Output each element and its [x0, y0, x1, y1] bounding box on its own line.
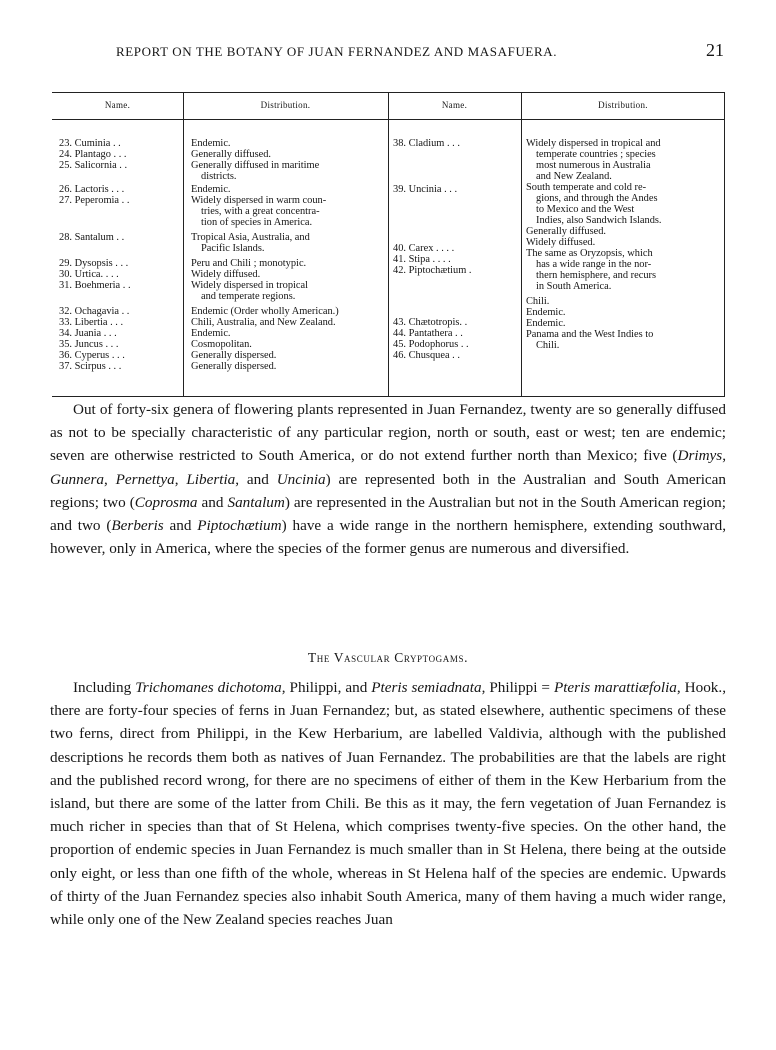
table-distribution-line: Pacific Islands.: [201, 243, 265, 254]
table-genus-name: 26. Lactoris . . .: [59, 184, 125, 195]
table-distribution-line: Chili, Australia, and New Zealand.: [191, 317, 336, 328]
table-distribution-line: Generally dispersed.: [191, 350, 277, 361]
table-distribution-line: in South America.: [536, 281, 612, 292]
table-distribution-line: Endemic.: [526, 307, 566, 318]
table-genus-name: 45. Podophorus . .: [393, 339, 469, 350]
table-distribution-line: Widely diffused.: [526, 237, 596, 248]
left-distribution-column: [191, 93, 387, 396]
table-distribution-line: to Mexico and the West: [536, 204, 635, 215]
table-distribution-line: Endemic (Order wholly American.): [191, 306, 339, 317]
table-genus-name: 23. Cuminia . .: [59, 138, 121, 149]
table-genus-name: 27. Peperomia . .: [59, 195, 130, 206]
column-divider: [724, 93, 725, 396]
table-distribution-line: Generally dispersed.: [191, 361, 277, 372]
table-genus-name: 41. Stipa . . . .: [393, 254, 451, 265]
section-heading-text: The Vascular Cryptogams.: [307, 650, 469, 665]
column-divider: [521, 93, 522, 396]
table-distribution-line: Endemic.: [191, 138, 231, 149]
table-genus-name: 46. Chusquea . .: [393, 350, 460, 361]
table-distribution-line: Panama and the West Indies to: [526, 329, 654, 340]
table-distribution-line: Widely diffused.: [191, 269, 261, 280]
table-distribution-line: Chili.: [536, 340, 560, 351]
section-heading: [0, 650, 776, 666]
paragraph-text: Out of forty-six genera of flowering plants represented in Juan Fernandez, twenty are so generally diffused as not to be specially characteristic of any particular region, north or south, east or west; ten are endemic; seven are otherwise restricted to South America, or do not extend further north than Mexico; five (Drimys, Gunnera, Pernettya, Libertia, and Uncinia) are represented both in the Australian and South American regions; two (Coprosma and Santalum) are represented in the Australian but not in the South American region; and two (Berberis and Piptochætium) have a wide range in the northern hemisphere, extending southward, however, only in America, where the species of the former genus are numerous and diversified.: [50, 401, 727, 558]
table-distribution-line: and temperate regions.: [201, 291, 296, 302]
table-distribution-line: has a wide range in the nor-: [536, 259, 652, 270]
genera-distribution-table: [52, 92, 725, 397]
table-genus-name: 40. Carex . . . .: [393, 243, 455, 254]
table-genus-name: 29. Dysopsis . . .: [59, 258, 129, 269]
table-distribution-line: districts.: [201, 171, 237, 182]
header-distribution-left: Distribution.: [260, 100, 311, 110]
table-distribution-line: Endemic.: [191, 328, 231, 339]
table-distribution-line: gions, and through the Andes: [536, 193, 658, 204]
header-name-left: Name.: [104, 100, 131, 110]
table-distribution-line: South temperate and cold re-: [526, 182, 647, 193]
right-names-column: [393, 93, 520, 396]
page-number: 21: [706, 40, 724, 60]
table-distribution-line: Chili.: [526, 296, 550, 307]
table-distribution-line: Peru and Chili ; monotypic.: [191, 258, 307, 269]
table-genus-name: 36. Cyperus . . .: [59, 350, 125, 361]
table-distribution-line: most numerous in Australia: [536, 160, 651, 171]
table-genus-name: 39. Uncinia . . .: [393, 184, 458, 195]
running-header: [56, 40, 724, 62]
table-distribution-line: Generally diffused.: [191, 149, 272, 160]
left-names-column: [59, 93, 183, 396]
table-genus-name: 33. Libertia . . .: [59, 317, 124, 328]
table-distribution-line: Widely dispersed in tropical and: [526, 138, 661, 149]
table-distribution-line: Tropical Asia, Australia, and: [191, 232, 310, 243]
table-distribution-line: Endemic.: [191, 184, 231, 195]
table-genus-name: 32. Ochagavia . .: [59, 306, 130, 317]
table-genus-name: 44. Pantathera . .: [393, 328, 463, 339]
table-distribution-line: and New Zealand.: [536, 171, 612, 182]
right-distribution-column: [526, 93, 724, 396]
paragraph-flowering-plants: [50, 398, 726, 560]
table-genus-name: 31. Boehmeria . .: [59, 280, 131, 291]
table-genus-name: 37. Scirpus . . .: [59, 361, 122, 372]
table-distribution-line: Generally diffused.: [526, 226, 607, 237]
table-genus-name: 43. Chætotropis. .: [393, 317, 468, 328]
table-distribution-line: tion of species in America.: [201, 217, 313, 228]
table-genus-name: 25. Salicornia . .: [59, 160, 128, 171]
table-genus-name: 38. Cladium . . .: [393, 138, 460, 149]
running-title: REPORT ON THE BOTANY OF JUAN FERNANDEZ AND MASAFUERA.: [116, 44, 558, 59]
table-distribution-line: Cosmopolitan.: [191, 339, 252, 350]
table-distribution-line: Widely dispersed in warm coun-: [191, 195, 327, 206]
column-divider: [183, 93, 184, 396]
paragraph-vascular-cryptogams: [50, 676, 726, 931]
header-name-right: Name.: [441, 100, 468, 110]
table-distribution-line: Widely dispersed in tropical: [191, 280, 309, 291]
table-distribution-line: thern hemisphere, and recurs: [536, 270, 657, 281]
table-genus-name: 34. Juania . . .: [59, 328, 117, 339]
column-divider: [388, 93, 389, 396]
table-distribution-line: Endemic.: [526, 318, 566, 329]
table-distribution-line: Generally diffused in maritime: [191, 160, 320, 171]
table-genus-name: 28. Santalum . .: [59, 232, 125, 243]
table-genus-name: 35. Juncus . . .: [59, 339, 119, 350]
table-distribution-line: Indies, also Sandwich Islands.: [536, 215, 662, 226]
table-genus-name: 42. Piptochætium .: [393, 265, 472, 276]
table-genus-name: 30. Urtica. . . .: [59, 269, 119, 280]
table-distribution-line: tries, with a great concentra-: [201, 206, 320, 217]
table-genus-name: 24. Plantago . . .: [59, 149, 127, 160]
table-distribution-line: The same as Oryzopsis, which: [526, 248, 653, 259]
paragraph-text: Including Trichomanes dichotoma, Philippi, and Pteris semiadnata, Philippi = Pteris marattiæfolia, Hook., there are forty-four species of ferns in Juan Fernandez; but, as stated elsewhere, authentic specimens of these two ferns, direct from Philippi, in the Kew Herbarium, are labelled Valdivia, although with the published descriptions he records them both as natives of Juan Fernandez. The probabilities are that the labels are right and the published record wrong, for there are no specimens of either of them in the Kew Herbarium from the island, but there are some of the latter from Chili. Be this as it may, the fern vegetation of Juan Fernandez is much richer in species than that of St Helena, which comprises twenty-five species. On the other hand, the proportion of endemic species in Juan Fernandez is much smaller than in St Helena, there being at the outside only eight, or less than one fifth of the whole, whereas in St Helena half of the species are endemic. Upwards of thirty of the Juan Fernandez species also inhabit South America, many of them having a much wider range, while only one of the New Zealand species reaches Juan: [50, 679, 726, 929]
table-distribution-line: temperate countries ; species: [536, 149, 656, 160]
header-distribution-right: Distribution.: [598, 100, 648, 110]
